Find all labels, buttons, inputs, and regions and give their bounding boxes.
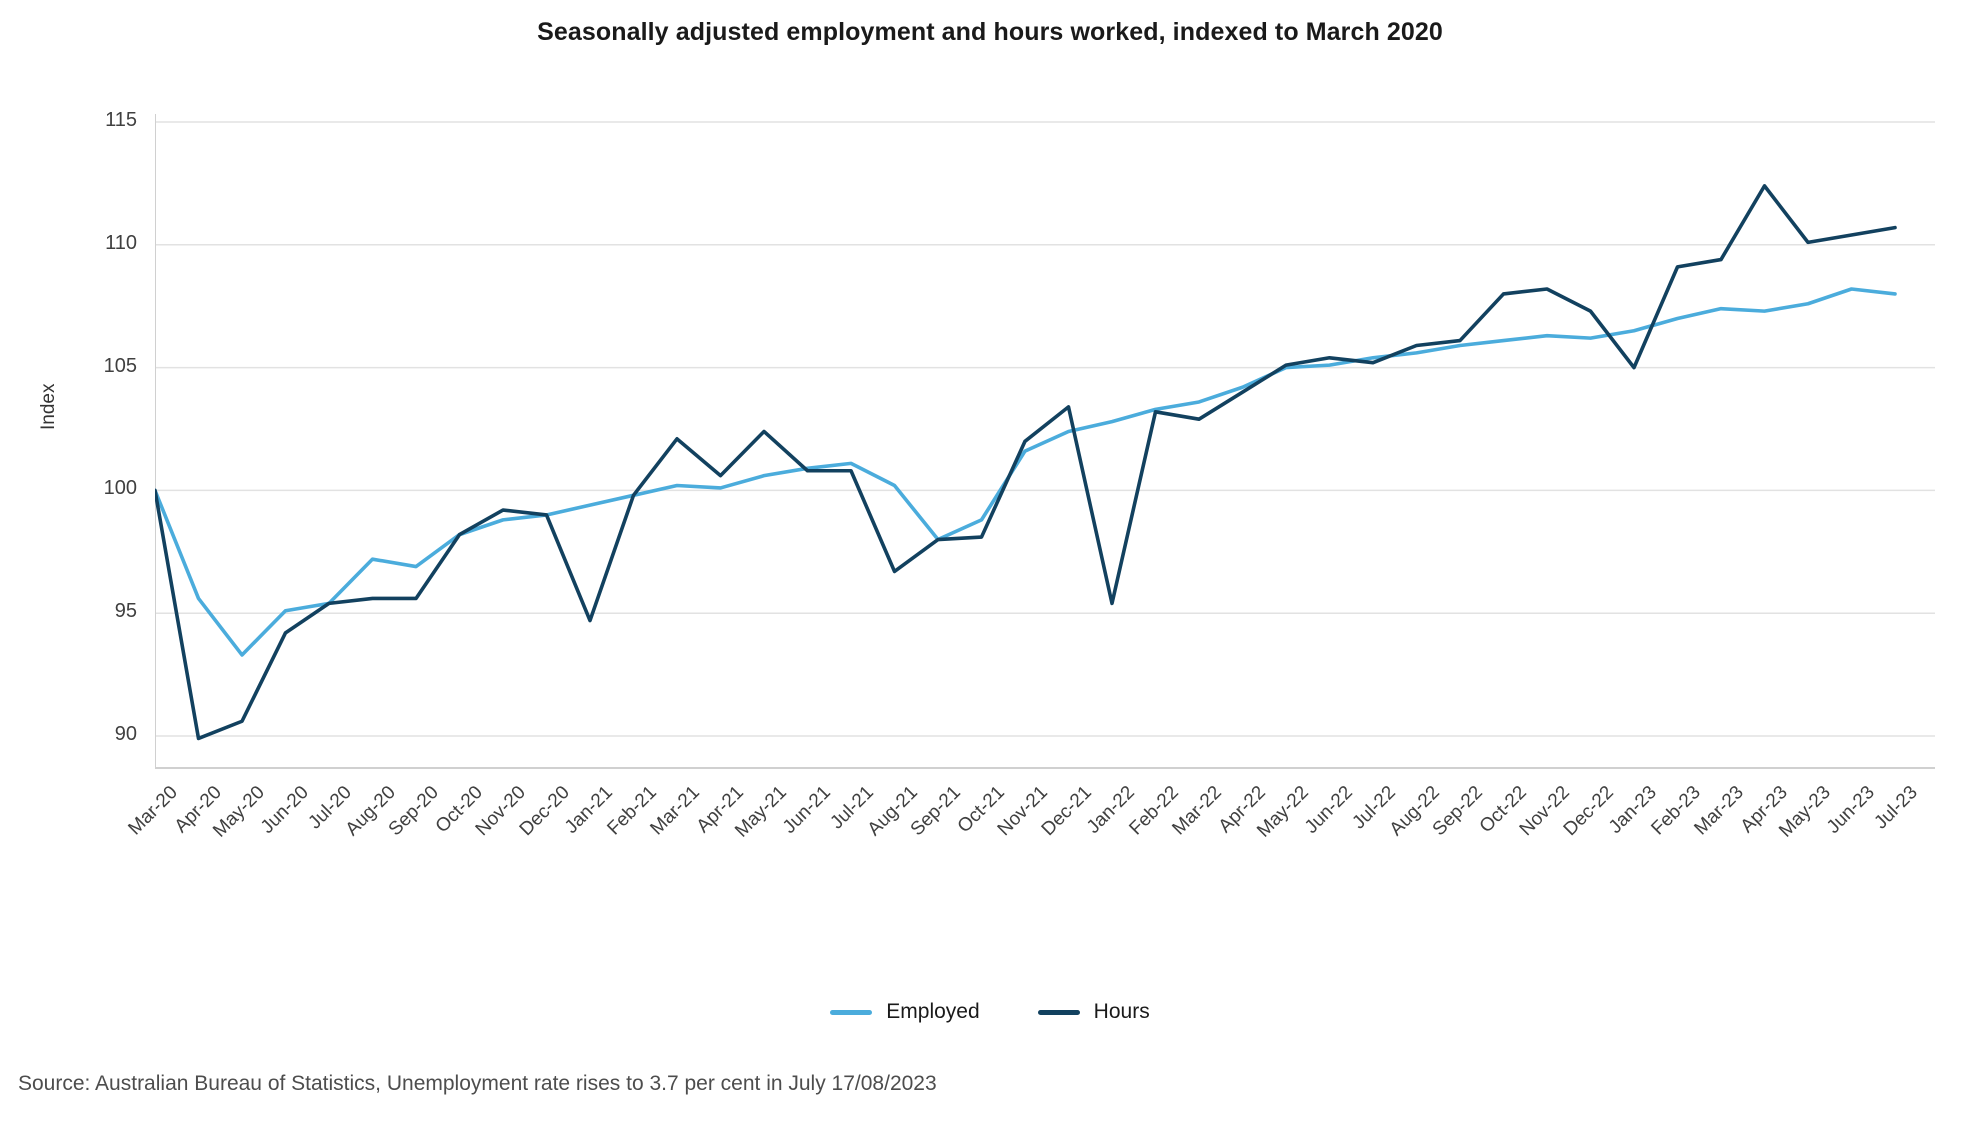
x-tick-label: Apr-22 (1214, 782, 1270, 838)
x-tick-label: May-22 (1253, 782, 1313, 842)
x-tick-label: Jul-22 (1348, 782, 1400, 834)
x-tick-label: Jul-20 (304, 782, 356, 834)
x-tick-label: Jul-21 (826, 782, 878, 834)
x-tick-label: May-23 (1775, 782, 1835, 842)
x-tick-label: Oct-22 (1475, 782, 1531, 838)
legend-item-hours[interactable] (1038, 1000, 1150, 1024)
x-tick-label: Apr-23 (1736, 782, 1792, 838)
x-tick-label: Jul-23 (1870, 782, 1922, 834)
chart-title: Seasonally adjusted employment and hours worked, indexed to March 2020 (537, 18, 1443, 46)
x-tick-label: Nov-22 (1515, 782, 1574, 841)
x-tick-label: Oct-21 (953, 782, 1009, 838)
x-tick-label: Jun-23 (1822, 782, 1879, 838)
x-tick-label: Feb-23 (1646, 782, 1705, 840)
source-note: Source: Australian Bureau of Statistics, Unemployment rate rises to 3.7 per cent in July 17/08/2023 (18, 1072, 937, 1095)
legend-label-hours: Hours (1093, 1000, 1150, 1023)
y-tick-label: 110 (105, 231, 137, 254)
y-tick-label: 105 (103, 354, 137, 377)
x-tick-label: Nov-20 (471, 782, 530, 841)
x-tick-label: Jan-22 (1082, 782, 1139, 838)
plot-area (103, 100, 1945, 842)
x-tick-label: May-20 (209, 782, 269, 842)
legend-swatch-employed (830, 1010, 872, 1015)
x-tick-label: Jun-20 (256, 782, 313, 838)
x-tick-label: Apr-20 (170, 782, 226, 838)
gridlines (155, 122, 1935, 736)
x-tick-label: Mar-22 (1168, 782, 1226, 840)
x-tick-label: Jan-23 (1604, 782, 1661, 838)
y-tick-label: 115 (105, 109, 137, 131)
legend-item-employed[interactable] (830, 1000, 979, 1024)
x-tick-label: Dec-20 (515, 782, 574, 841)
x-tick-label: Sep-20 (384, 782, 443, 841)
series-lines (155, 186, 1895, 739)
x-tick-label: Dec-22 (1559, 782, 1618, 841)
x-tick-label: Feb-21 (602, 782, 661, 840)
x-tick-label: Aug-20 (341, 782, 400, 841)
x-tick-label: Jan-21 (560, 782, 617, 838)
x-tick-label: Jun-21 (778, 782, 835, 838)
y-tick-label: 100 (103, 477, 137, 500)
x-tick-label: Jun-22 (1300, 782, 1357, 838)
x-tick-label: Aug-21 (863, 782, 922, 841)
chart-legend (0, 1000, 1980, 1024)
series-line-hours (155, 186, 1895, 739)
x-tick-label: Aug-22 (1385, 782, 1444, 841)
legend-label-employed: Employed (886, 1000, 980, 1023)
x-tick-label: Feb-22 (1124, 782, 1183, 840)
x-tick-label: Mar-23 (1690, 782, 1748, 840)
x-tick-label: Apr-21 (692, 782, 748, 838)
y-axis-label: Index (38, 383, 59, 430)
x-tick-label: May-21 (731, 782, 791, 842)
legend-swatch-hours (1038, 1010, 1080, 1015)
x-tick-label: Sep-22 (1428, 782, 1487, 841)
x-tick-label: Mar-20 (124, 782, 182, 840)
x-tick-label: Oct-20 (431, 782, 487, 838)
y-tick-label: 90 (114, 723, 137, 745)
chart-svg (155, 100, 1945, 840)
x-tick-label: Dec-21 (1037, 782, 1096, 841)
y-tick-label: 95 (114, 600, 137, 623)
x-tick-label: Mar-21 (646, 782, 704, 840)
x-tick-label: Sep-21 (906, 782, 965, 841)
x-tick-label: Nov-21 (993, 782, 1052, 841)
